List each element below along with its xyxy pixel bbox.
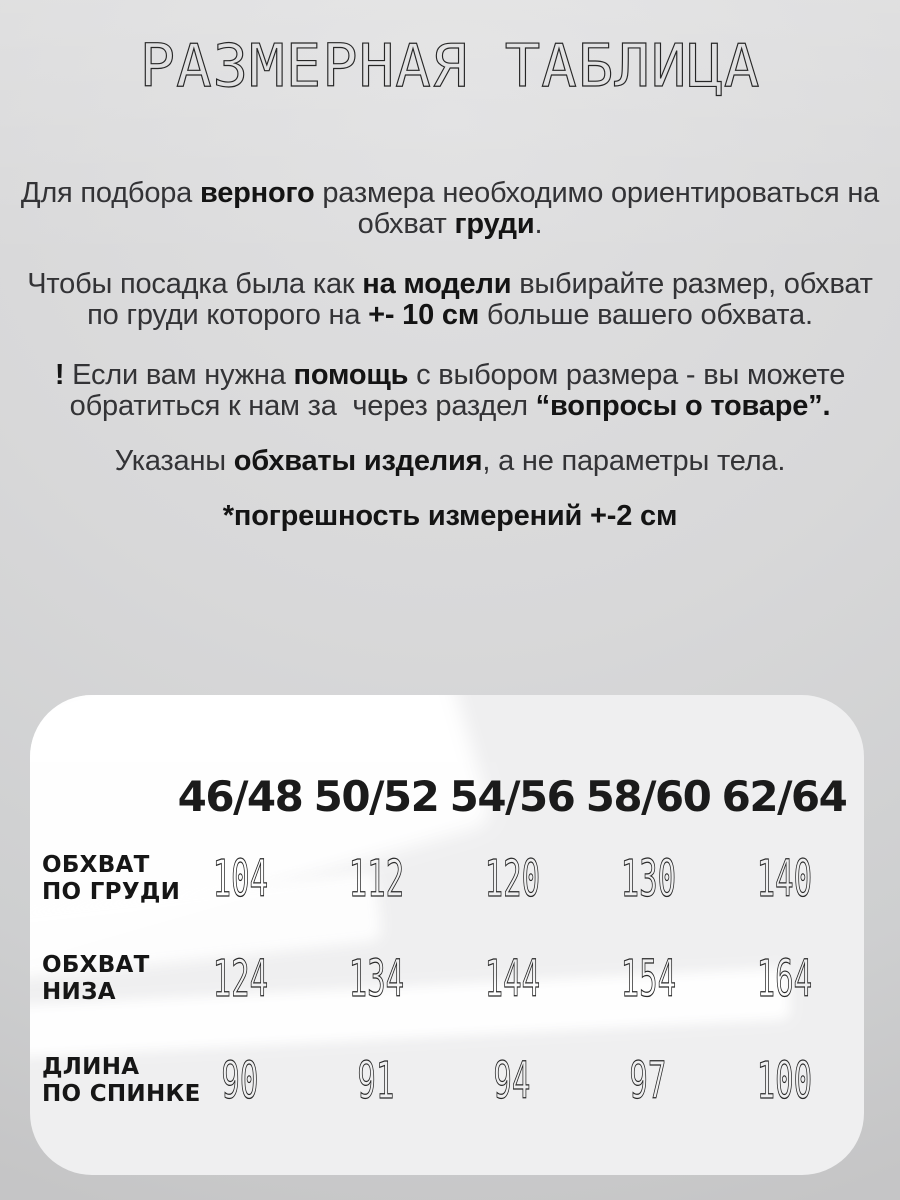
- value-cell-r2-c3: [580, 1031, 716, 1131]
- body-text: Чтобы посадка была как: [27, 268, 363, 300]
- body-text: Если вам нужна: [64, 359, 294, 391]
- body-text: обратиться к нам за через раздел: [69, 390, 536, 422]
- value-cell-r1-c2: [444, 926, 580, 1031]
- intro-text: [10, 178, 890, 561]
- value-number: 120: [484, 848, 540, 909]
- value-cell-r2-c1: [308, 1031, 444, 1131]
- value-number: 134: [348, 948, 404, 1009]
- emphasis-text: “вопросы о товаре”.: [535, 390, 831, 422]
- value-number: 124: [212, 948, 268, 1009]
- paragraph-tolerance: [10, 501, 890, 532]
- value-cell-r1-c3: [580, 926, 716, 1031]
- value-cell-r0-c1: [308, 831, 444, 926]
- value-cell-r2-c4: [716, 1031, 852, 1131]
- value-number: 100: [756, 1051, 812, 1111]
- size-header-58-60: 58/60: [585, 771, 711, 821]
- size-header-50-52: 50/52: [313, 771, 439, 821]
- value-cell-r0-c3: [580, 831, 716, 926]
- size-header-54-56: 54/56: [449, 771, 575, 821]
- body-text: .: [534, 208, 543, 240]
- body-text: выбирайте размер, обхват: [511, 268, 873, 300]
- paragraph-model-fit: [10, 269, 890, 331]
- body-text: , а не параметры тела.: [482, 445, 786, 477]
- row-label-line: НИЗА: [42, 978, 116, 1005]
- row-label-1: [42, 926, 172, 1031]
- emphasis-text: *погрешность измерений +-2 см: [222, 500, 678, 532]
- emphasis-text: +- 10 см: [368, 299, 480, 331]
- row-label-line: ОБХВАТ: [42, 851, 150, 878]
- row-label-2: [42, 1031, 201, 1131]
- size-header-62-64: 62/64: [721, 771, 847, 821]
- value-cell-r2-c0: [172, 1031, 308, 1131]
- size-table: [30, 695, 864, 1131]
- value-cell-r2-c2: [444, 1031, 580, 1131]
- body-text: Указаны: [114, 445, 234, 477]
- body-text: обхват: [357, 208, 455, 240]
- body-text: по груди которого на: [87, 299, 369, 331]
- emphasis-text: груди: [454, 208, 535, 240]
- value-number: 94: [493, 1051, 531, 1111]
- body-text: размера необходимо ориентироваться на: [314, 177, 880, 209]
- row-label-0: [42, 831, 181, 926]
- value-cell-r1-c0: [172, 926, 308, 1031]
- body-text: с выбором размера - вы можете: [408, 359, 846, 391]
- value-number: 140: [756, 848, 812, 909]
- paragraph-help: [10, 360, 890, 422]
- page-title: РАЗМЕРНАЯ ТАБЛИЦА: [139, 31, 761, 100]
- size-header-46-48: 46/48: [177, 771, 303, 821]
- value-cell-r1-c1: [308, 926, 444, 1031]
- value-cell-r0-c4: [716, 831, 852, 926]
- paragraph-garment-girth: [10, 446, 890, 477]
- value-number: 104: [212, 848, 268, 909]
- size-table-card: [30, 695, 864, 1175]
- emphasis-text: обхваты изделия: [233, 445, 483, 477]
- value-number: 130: [620, 848, 676, 909]
- value-number: 164: [756, 948, 812, 1009]
- value-cell-r1-c4: [716, 926, 852, 1031]
- paragraph-choose-size: [10, 178, 890, 240]
- row-label-line: ПО ГРУДИ: [42, 878, 181, 905]
- table-corner-cell: [42, 761, 172, 831]
- value-number: 90: [221, 1051, 259, 1111]
- value-number: 97: [629, 1051, 667, 1111]
- row-label-line: ПО СПИНКЕ: [42, 1081, 201, 1107]
- value-cell-r0-c0: [172, 831, 308, 926]
- emphasis-text: помощь: [293, 359, 409, 391]
- row-label-line: ДЛИНА: [42, 1054, 140, 1080]
- value-cell-r0-c2: [444, 831, 580, 926]
- emphasis-text: верного: [199, 177, 315, 209]
- body-text: Для подбора: [20, 177, 200, 209]
- row-label-line: ОБХВАТ: [42, 951, 150, 978]
- value-number: 112: [348, 848, 404, 909]
- emphasis-text: !: [54, 359, 65, 391]
- emphasis-text: на модели: [362, 268, 512, 300]
- value-number: 91: [357, 1051, 395, 1111]
- value-number: 154: [620, 948, 676, 1009]
- body-text: больше вашего обхвата.: [479, 299, 813, 331]
- value-number: 144: [484, 948, 540, 1009]
